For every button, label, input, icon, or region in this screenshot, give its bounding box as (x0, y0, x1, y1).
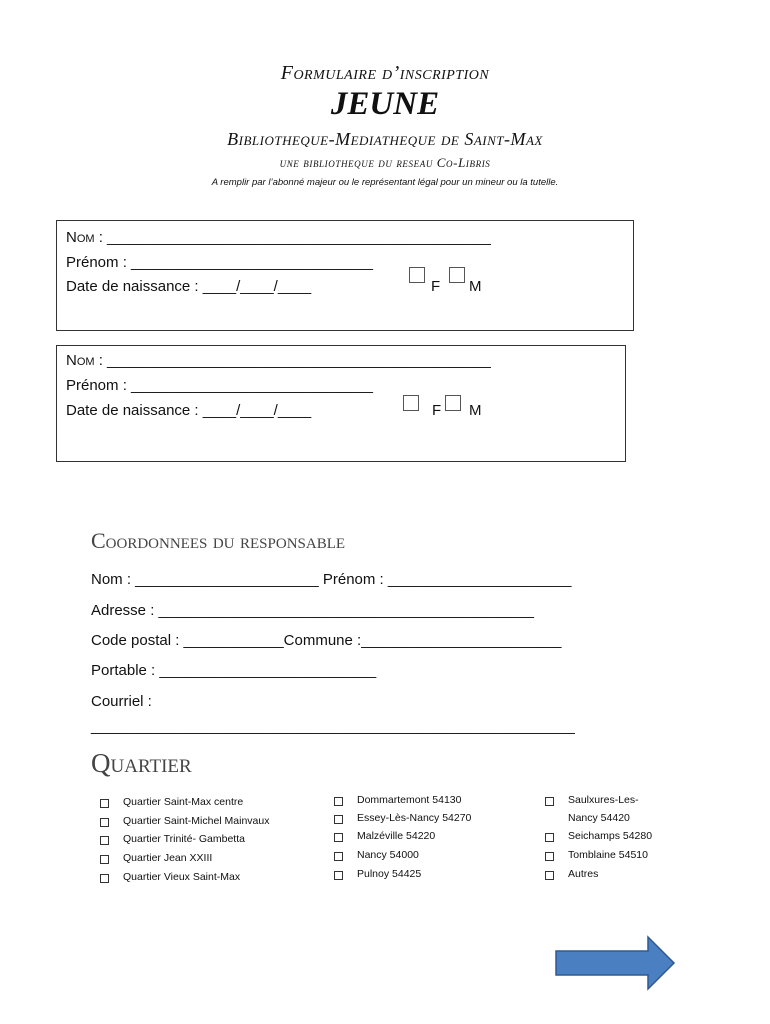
responsable-adresse-field[interactable]: Adresse : _____________________________________________ (91, 602, 534, 619)
gender-f-checkbox[interactable] (403, 395, 419, 411)
form-title: Formulaire d’inscription (280, 62, 490, 84)
gender-f-label: F (431, 278, 441, 295)
checkbox-icon[interactable] (334, 797, 343, 806)
checkbox-icon[interactable] (100, 818, 109, 827)
checkbox-icon[interactable] (545, 797, 554, 806)
checkbox-icon[interactable] (545, 852, 554, 861)
gender-m-checkbox[interactable] (449, 267, 465, 283)
checkbox-icon[interactable] (334, 871, 343, 880)
form-subtitle-jeune: JEUNE (330, 86, 440, 122)
instructions-text: A remplir par l’abonné majeur ou le représentant légal pour un mineur ou la tutelle. (211, 177, 559, 188)
checkbox-icon[interactable] (334, 815, 343, 824)
child-box-2 (56, 345, 626, 462)
responsable-portable-field[interactable]: Portable : __________________________ (91, 662, 377, 679)
checkbox-icon[interactable] (334, 852, 343, 861)
checkbox-icon[interactable] (545, 871, 554, 880)
child-birthdate-field[interactable]: Date de naissance : ____/____/____ (66, 402, 312, 419)
checkbox-icon[interactable] (100, 855, 109, 864)
responsable-courriel-label: Courriel : (91, 693, 152, 710)
gender-m-label: M (469, 278, 482, 295)
child-prenom-field[interactable]: Prénom : _____________________________ (66, 377, 373, 394)
checkbox-icon[interactable] (334, 833, 343, 842)
library-name: Bibliotheque-Mediatheque de Saint-Max (227, 129, 543, 149)
network-name: une bibliotheque du reseau Co-Libris (279, 155, 491, 170)
responsable-code-commune-field[interactable]: Code postal : ____________Commune :________________________ (91, 632, 562, 649)
responsable-courriel-field[interactable]: __________________________________________________________ (91, 718, 575, 735)
section-title-coordonnees: Coordonnees du responsable (91, 528, 346, 553)
arrow-shape (556, 937, 674, 989)
checkbox-icon[interactable] (100, 799, 109, 808)
gender-m-checkbox[interactable] (445, 395, 461, 411)
gender-f-label: F (432, 402, 442, 419)
checkbox-icon[interactable] (100, 836, 109, 845)
responsable-nom-prenom-field[interactable]: Nom : ______________________ Prénom : ______________________ (91, 571, 572, 588)
next-arrow-icon[interactable] (552, 934, 678, 992)
section-title-quartier: Quartier (91, 748, 192, 778)
child-box-1 (56, 220, 634, 331)
checkbox-icon[interactable] (545, 833, 554, 842)
child-prenom-field[interactable]: Prénom : _____________________________ (66, 254, 373, 271)
gender-f-checkbox[interactable] (409, 267, 425, 283)
child-nom-field[interactable]: Nom : ______________________________________________ (66, 352, 491, 369)
gender-m-label: M (469, 402, 482, 419)
checkbox-icon[interactable] (100, 874, 109, 883)
child-birthdate-field[interactable]: Date de naissance : ____/____/____ (66, 278, 312, 295)
child-nom-field[interactable]: Nom : ______________________________________________ (66, 229, 491, 246)
